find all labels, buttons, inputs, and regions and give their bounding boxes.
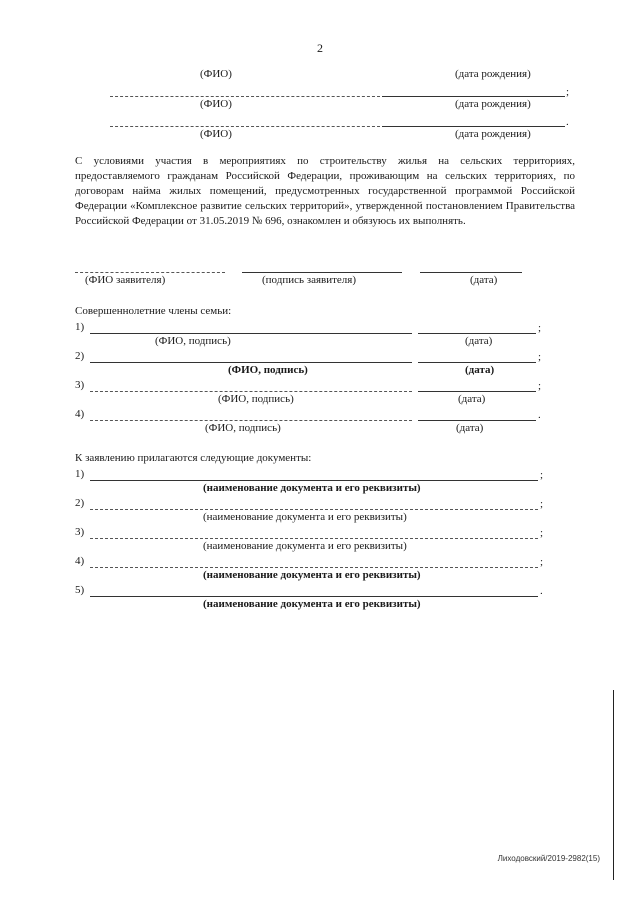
family-name-line [90,333,412,334]
family-item-end: ; [538,380,542,392]
family-item-number: 2) [75,350,85,362]
document-item-number: 3) [75,526,85,538]
document-item-end: ; [540,498,544,510]
document-item-label: (наименование документа и его реквизиты) [203,569,421,581]
document-line [90,480,538,481]
family-item-end: ; [538,351,542,363]
family-item-end: . [538,409,541,421]
birthdate-line [382,126,565,127]
family-item-date: (дата) [465,364,495,376]
family-item-label: (ФИО, подпись) [155,335,231,347]
family-item-date: (дата) [465,335,493,347]
applicant-signature-label: (подпись заявителя) [262,274,357,286]
applicant-date-line [420,272,522,273]
document-item-label: (наименование документа и его реквизиты) [203,482,421,494]
family-item-label: (ФИО, подпись) [205,422,281,434]
document-line [90,509,538,510]
consent-paragraph: С условиями участия в мероприятиях по строительству жилья на сельских территориях, предоставляемого гражданам Российской Федерации, проживающим на сельских территориях, по договорам найма жилых помещений, предусмотренных государственной программой Российской Федерации «Комплексное развитие сельских территорий», утвержденной постановлением Правительства Российской Федерации от 31.05.2019 № 696, ознакомлен и обязуюсь их выполнять. [75,155,575,227]
family-item-number: 3) [75,379,85,391]
row-end-mark: . [566,116,569,128]
document-line [90,596,538,597]
document-item-number: 2) [75,497,85,509]
document-item-end: ; [540,469,544,481]
applicant-name-line [75,272,225,273]
name-line [110,126,380,127]
family-item-number: 4) [75,408,85,420]
top-row-name-label: (ФИО) [200,128,232,140]
document-footer: Лиходовский/2019-2982(15) [497,854,600,863]
family-item-label: (ФИО, подпись) [228,364,308,376]
family-date-line [418,333,536,334]
family-date-line [418,391,536,392]
top-row-name-label: (ФИО) [200,98,232,110]
family-item-label: (ФИО, подпись) [218,393,294,405]
row-end-mark: ; [566,86,570,98]
family-date-line [418,362,536,363]
top-row-name-label: (ФИО) [200,68,232,80]
top-row-date-label: (дата рождения) [455,98,531,110]
document-item-end: ; [540,527,544,539]
document-line [90,567,538,568]
scan-edge-line [613,690,614,880]
top-row-date-label: (дата рождения) [455,68,531,80]
family-item-date: (дата) [456,422,484,434]
page-number: 2 [317,41,323,55]
family-name-line [90,362,412,363]
top-row-date-label: (дата рождения) [455,128,531,140]
birthdate-line [382,96,565,97]
document-item-number: 5) [75,584,85,596]
applicant-name-label: (ФИО заявителя) [85,274,166,286]
document-item-end: ; [540,556,544,568]
document-item-label: (наименование документа и его реквизиты) [203,598,421,610]
document-item-label: (наименование документа и его реквизиты) [203,511,407,523]
family-item-date: (дата) [458,393,486,405]
applicant-date-label: (дата) [470,274,498,286]
family-name-line [90,391,412,392]
family-item-end: ; [538,322,542,334]
family-name-line [90,420,412,421]
document-item-number: 1) [75,468,85,480]
applicant-signature-line [242,272,402,273]
document-item-label: (наименование документа и его реквизиты) [203,540,407,552]
document-item-end: . [540,585,543,597]
family-date-line [418,420,536,421]
document-item-number: 4) [75,555,85,567]
document-line [90,538,538,539]
family-item-number: 1) [75,321,85,333]
family-heading: Совершеннолетние члены семьи: [75,305,232,317]
name-line [110,96,380,97]
documents-heading: К заявлению прилагаются следующие документы: [75,452,312,464]
